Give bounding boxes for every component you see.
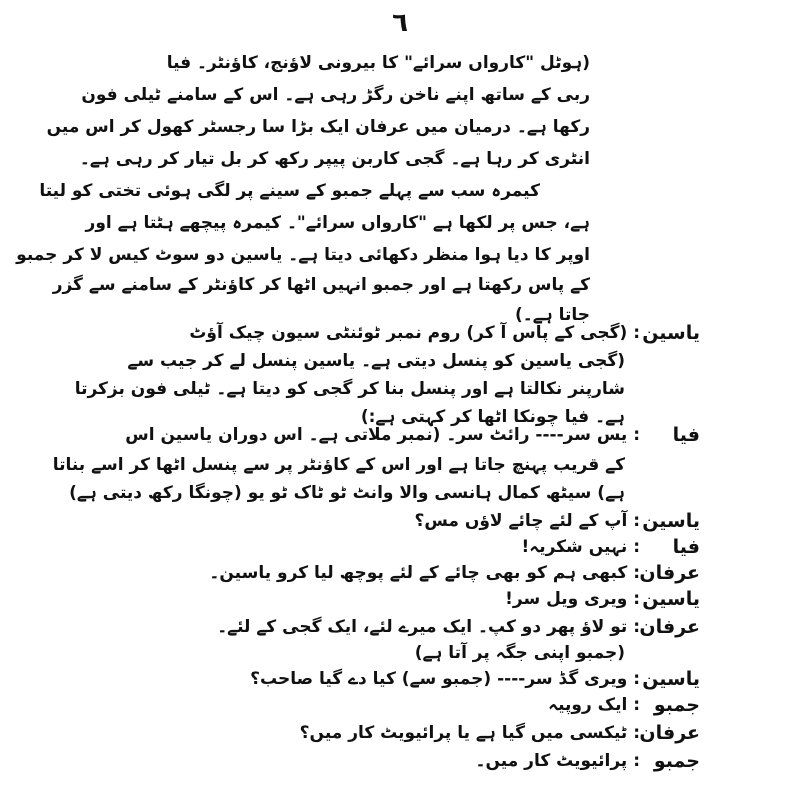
scene-line: ربی کے ساتھ اپنے ناخن رگڑ رہی ہے۔ اس کے سامنے ٹیلی فون [81, 85, 590, 105]
dialogue-line: ہے۔ فیا چونکا اٹھا کر کہتی ہے:) [360, 407, 625, 427]
dialogue-line: : تو لاؤ پھر دو کپ۔ ایک میرے لئے، ایک گجی کے لئے۔ [217, 617, 640, 637]
speaker-name: فیا [672, 536, 700, 558]
scene-line: انٹری کر رہا ہے۔ گجی کاربن پیپر رکھ کر بل تیار کر رہی ہے۔ [79, 149, 590, 169]
dialogue-line: : ایک روپیہ [548, 695, 640, 715]
dialogue-line: : نہیں شکریہ! [521, 537, 640, 557]
dialogue-line: : ویری ویل سر! [505, 589, 640, 609]
dialogue-line: ہے) سیٹھ کمال ہانسی والا وانٹ ٹو ٹاک ٹو یو (چونگا رکھ دیتی ہے) [69, 483, 625, 503]
dialogue-line: (گجی یاسین کو پنسل دیتی ہے۔ یاسین پنسل لے کر جیب سے [127, 351, 625, 371]
scene-line: اوپر کا دیا ہوا منظر دکھائی دیتا ہے۔ یاسین دو سوٹ کیس لا کر جمبو [16, 245, 590, 265]
speaker-name: یاسین [642, 668, 700, 690]
dialogue-line: کے قریب پہنچ جاتا ہے اور اس کے کاؤنٹر پر سے پنسل اٹھا کر اسے بناتا [52, 455, 625, 475]
dialogue-line: : پرائیویٹ کار میں۔ [475, 751, 640, 771]
speaker-name: یاسین [642, 588, 700, 610]
speaker-name: عرفان [639, 616, 700, 638]
dialogue-line: : کبھی ہم کو بھی چائے کے لئے پوچھ لیا کرو یاسین۔ [209, 563, 640, 583]
dialogue-line: : ویری گڈ سر---- (جمبو سے) کیا دے گیا صاحب؟ [250, 669, 640, 689]
scene-line: کیمرہ سب سے پہلے جمبو کے سینے پر لگی ہوئی تختی کو لیتا [39, 181, 540, 201]
scene-line: جاتا ہے۔) [515, 305, 590, 325]
scene-line: ہے، جس پر لکھا ہے "کارواں سرائے"۔ کیمرہ پیچھے ہٹتا ہے اور [85, 213, 590, 233]
dialogue-line: شارپنر نکالتا ہے اور پنسل بنا کر گجی کو دیتا ہے۔ ٹیلی فون بزکرتا [74, 379, 625, 399]
speaker-name: عرفان [639, 562, 700, 584]
speaker-name: جمبو [653, 750, 700, 772]
speaker-name: یاسین [642, 322, 700, 344]
dialogue-line: : (گجی کے پاس آ کر) روم نمبر ٹوئنٹی سیون چیک آؤٹ [189, 323, 640, 343]
speaker-name: یاسین [642, 510, 700, 532]
speaker-name: جمبو [653, 694, 700, 716]
speaker-name: عرفان [639, 722, 700, 744]
scene-line: کے پاس رکھتا ہے اور جمبو انہیں اٹھا کر کاؤنٹر کے سامنے سے گزر [52, 275, 590, 295]
page-number: ٦ [392, 8, 408, 38]
dialogue-line: : ٹیکسی میں گیا ہے یا پرائیویٹ کار میں؟ [299, 723, 640, 743]
dialogue-line: : آپ کے لئے چائے لاؤں مس؟ [414, 511, 640, 531]
dialogue-line: : یس سر---- رائٹ سر۔ (نمبر ملاتی ہے۔ اس دوران یاسین اس [125, 425, 640, 445]
scene-line: (ہوٹل "کارواں سرائے" کا بیرونی لاؤنج، کاؤنٹر۔ فیا [166, 53, 590, 73]
scene-line: رکھا ہے۔ درمیان میں عرفان ایک بڑا سا رجسٹر کھول کر اس میں [46, 117, 590, 137]
speaker-name: فیا [672, 424, 700, 446]
dialogue-line: (جمبو اپنی جگہ پر آتا ہے) [414, 643, 625, 663]
